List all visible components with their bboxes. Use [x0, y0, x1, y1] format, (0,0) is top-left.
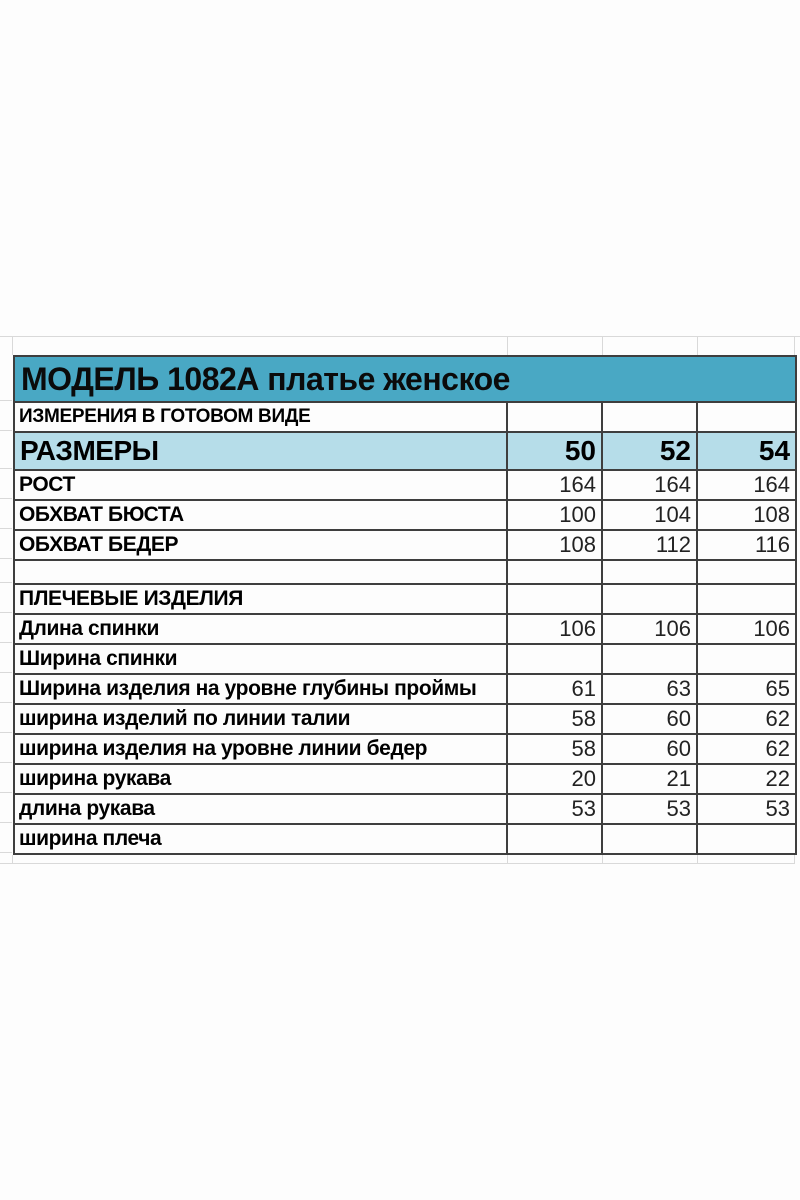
table-row — [14, 824, 796, 854]
value-cell: 62 — [697, 734, 796, 764]
table-row — [14, 644, 796, 674]
gridline-horizontal-top — [0, 336, 800, 337]
gutter-tick — [0, 430, 12, 431]
gridline-vertical — [507, 855, 508, 863]
row-label-cell: ОБХВАТ БЮСТА — [14, 500, 507, 530]
table-row — [14, 734, 796, 764]
gutter-tick — [0, 642, 12, 643]
value-cell: 106 — [602, 614, 697, 644]
gutter-tick — [0, 732, 12, 733]
empty-cell — [507, 402, 602, 432]
gutter-tick — [0, 528, 12, 529]
value-cell: 60 — [602, 704, 697, 734]
gridline-vertical — [602, 336, 603, 355]
value-cell: 112 — [602, 530, 697, 560]
row-label-cell: Ширина спинки — [14, 644, 507, 674]
value-cell — [697, 824, 796, 854]
gutter-tick — [0, 582, 12, 583]
value-cell — [697, 644, 796, 674]
value-cell: 104 — [602, 500, 697, 530]
value-cell: 63 — [602, 674, 697, 704]
row-label-cell: ПЛЕЧЕВЫЕ ИЗДЕЛИЯ — [14, 584, 507, 614]
title-row — [14, 356, 796, 402]
gutter-tick — [0, 762, 12, 763]
value-cell — [507, 644, 602, 674]
gutter-tick — [0, 822, 12, 823]
value-cell — [602, 644, 697, 674]
row-label-cell: ширина плеча — [14, 824, 507, 854]
row-label-cell: Длина спинки — [14, 614, 507, 644]
size-chart-table — [13, 355, 797, 855]
row-label-cell: длина рукава — [14, 794, 507, 824]
empty-cell — [697, 402, 796, 432]
table-row — [14, 614, 796, 644]
value-cell: 58 — [507, 704, 602, 734]
row-label-cell: Ширина изделия на уровне глубины проймы — [14, 674, 507, 704]
row-label-cell: РОСТ — [14, 470, 507, 500]
value-cell: 53 — [697, 794, 796, 824]
value-cell — [507, 824, 602, 854]
value-cell: 108 — [507, 530, 602, 560]
value-cell: 53 — [602, 794, 697, 824]
gutter-tick — [0, 468, 12, 469]
model-title: МОДЕЛЬ 1082А платье женское — [14, 356, 796, 402]
table-row — [14, 764, 796, 794]
value-cell: 108 — [697, 500, 796, 530]
subtitle-row — [14, 402, 796, 432]
gridline-vertical — [602, 855, 603, 863]
gutter-tick — [0, 498, 12, 499]
table-row — [14, 560, 796, 584]
row-label-cell: ширина изделий по линии талии — [14, 704, 507, 734]
value-cell: 21 — [602, 764, 697, 794]
value-cell — [507, 584, 602, 614]
value-cell — [602, 824, 697, 854]
gutter-tick — [0, 852, 12, 853]
table-row — [14, 530, 796, 560]
row-label-cell: ширина изделия на уровне линии бедер — [14, 734, 507, 764]
value-cell: 61 — [507, 674, 602, 704]
value-cell: 164 — [602, 470, 697, 500]
value-cell: 106 — [697, 614, 796, 644]
value-cell: 62 — [697, 704, 796, 734]
measurements-note: ИЗМЕРЕНИЯ В ГОТОВОМ ВИДЕ — [14, 402, 507, 432]
gutter-tick — [0, 672, 12, 673]
table-row — [14, 500, 796, 530]
value-cell: 116 — [697, 530, 796, 560]
row-label-cell: ширина рукава — [14, 764, 507, 794]
gridline-vertical — [794, 855, 795, 863]
gutter-tick — [0, 702, 12, 703]
table-row — [14, 674, 796, 704]
value-cell: 164 — [697, 470, 796, 500]
gridline-vertical — [794, 336, 795, 355]
size-column-header: 52 — [602, 432, 697, 470]
value-cell: 58 — [507, 734, 602, 764]
value-cell: 65 — [697, 674, 796, 704]
value-cell: 22 — [697, 764, 796, 794]
gridline-vertical — [12, 855, 13, 863]
gridline-vertical — [697, 336, 698, 355]
sizes-header-label: РАЗМЕРЫ — [14, 432, 507, 470]
table-row — [14, 584, 796, 614]
size-column-header: 50 — [507, 432, 602, 470]
table-row — [14, 470, 796, 500]
table-row — [14, 704, 796, 734]
gridline-vertical — [12, 336, 13, 355]
value-cell: 164 — [507, 470, 602, 500]
gutter-tick — [0, 792, 12, 793]
value-cell: 60 — [602, 734, 697, 764]
empty-cell — [602, 402, 697, 432]
sizes-header-row — [14, 432, 796, 470]
row-label-cell — [14, 560, 507, 584]
value-cell — [507, 560, 602, 584]
gridline-horizontal-bottom — [0, 863, 795, 864]
value-cell — [602, 560, 697, 584]
gutter-tick — [0, 558, 12, 559]
value-cell — [697, 560, 796, 584]
value-cell: 20 — [507, 764, 602, 794]
gutter-tick — [0, 400, 12, 401]
value-cell: 100 — [507, 500, 602, 530]
gutter-tick — [0, 612, 12, 613]
row-label-cell: ОБХВАТ БЕДЕР — [14, 530, 507, 560]
table-row — [14, 794, 796, 824]
value-cell — [602, 584, 697, 614]
gridline-vertical — [507, 336, 508, 355]
value-cell: 53 — [507, 794, 602, 824]
value-cell — [697, 584, 796, 614]
value-cell: 106 — [507, 614, 602, 644]
size-chart — [13, 355, 795, 855]
size-column-header: 54 — [697, 432, 796, 470]
gridline-vertical — [697, 855, 698, 863]
